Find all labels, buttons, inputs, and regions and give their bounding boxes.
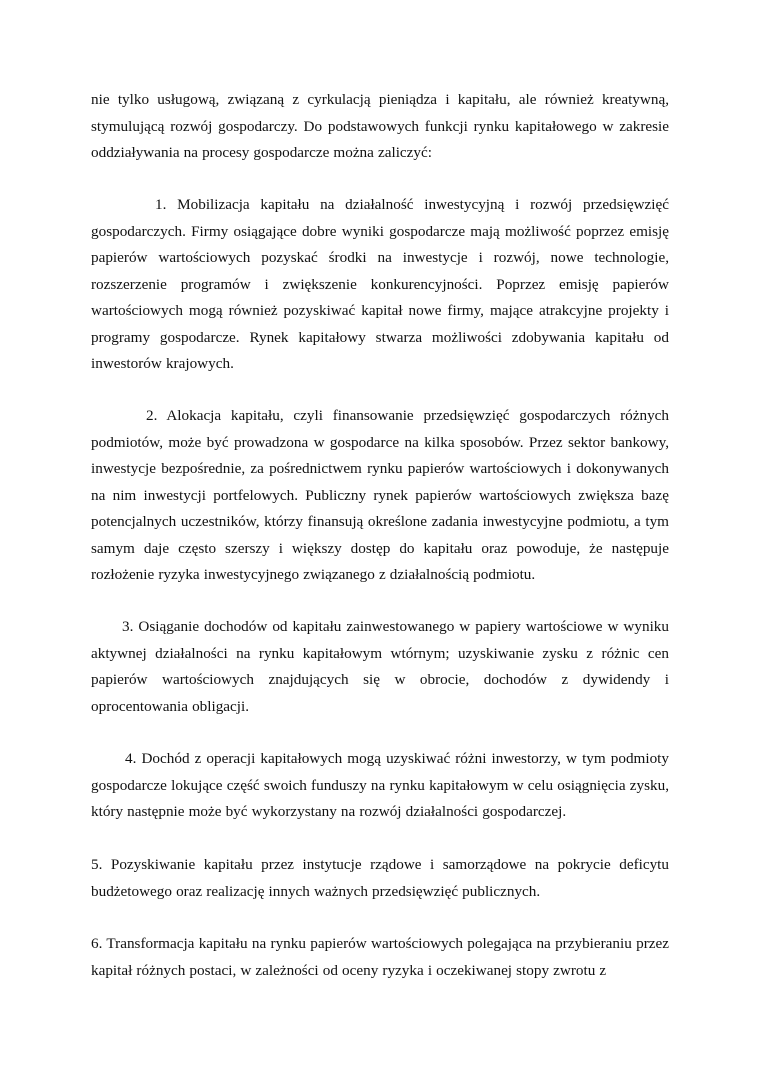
- list-item-2-allocation: 2. Alokacja kapitału, czyli finansowanie przedsięwzięć gospodarczych różnych podmiotów, może być prowadzona w gospodarce na kilka sposobów. Przez sektor bankowy, inwestycje bezpośrednie, za pośrednictwem rynku papierów wartościowych i dokonywanych na nim inwestycji portfelowych. Publiczny rynek papierów wartościowych zwiększa bazę potencjalnych uczestników, którzy finansują określone zadania inwestycyjne podmiotu, a tym samym daje często szerszy i większy dostęp do kapitału oraz powoduje, że następuje rozłożenie ryzyka inwestycyjnego związanego z działalnością podmiotu.: [91, 407, 669, 583]
- intro-paragraph: nie tylko usługową, związaną z cyrkulacją pieniądza i kapitału, ale również kreatywną, stymulującą rozwój gospodarczy. Do podstawowych funkcji rynku kapitałowego w zakresie oddziaływania na procesy gospodarcze można zaliczyć:: [91, 91, 669, 161]
- list-item-4-operations-income: 4. Dochód z operacji kapitałowych mogą uzyskiwać różni inwestorzy, w tym podmioty gospodarcze lokujące część swoich funduszy na rynku kapitałowym w celu osiągnięcia zysku, który następnie może być wykorzystany na rozwój działalności gospodarczej.: [91, 750, 669, 820]
- list-item-6-transformation: 6. Transformacja kapitału na rynku papierów wartościowych polegająca na przybieraniu przez kapitał różnych postaci, w zależności od oceny ryzyka i oczekiwanej stopy zwrotu z: [91, 935, 669, 979]
- list-item-1-mobilization: 1. Mobilizacja kapitału na działalność inwestycyjną i rozwój przedsięwzięć gospodarczych. Firmy osiągające dobre wyniki gospodarcze mają możliwość poprzez emisję papierów wartościowych pozyskać środki na inwestycje i rozwój, nowe technologie, rozszerzenie programów i zwiększenie konkurencyjności. Poprzez emisję papierów wartościowych mogą również pozyskiwać kapitał nowe firmy, mające atrakcyjne projekty i programy gospodarcze. Rynek kapitałowy stwarza możliwości zdobywania kapitału od inwestorów krajowych.: [91, 196, 669, 372]
- list-item-3-income: 3. Osiąganie dochodów od kapitału zainwestowanego w papiery wartościowe w wyniku aktywnej działalności na rynku kapitałowym wtórnym; uzyskiwanie zysku z różnic cen papierów wartościowych znajdujących się w obrocie, dochodów z dywidendy i oprocentowania obligacji.: [91, 618, 669, 715]
- list-item-5-public-capital: 5. Pozyskiwanie kapitału przez instytucje rządowe i samorządowe na pokrycie deficytu budżetowego oraz realizację innych ważnych przedsięwzięć publicznych.: [91, 856, 669, 900]
